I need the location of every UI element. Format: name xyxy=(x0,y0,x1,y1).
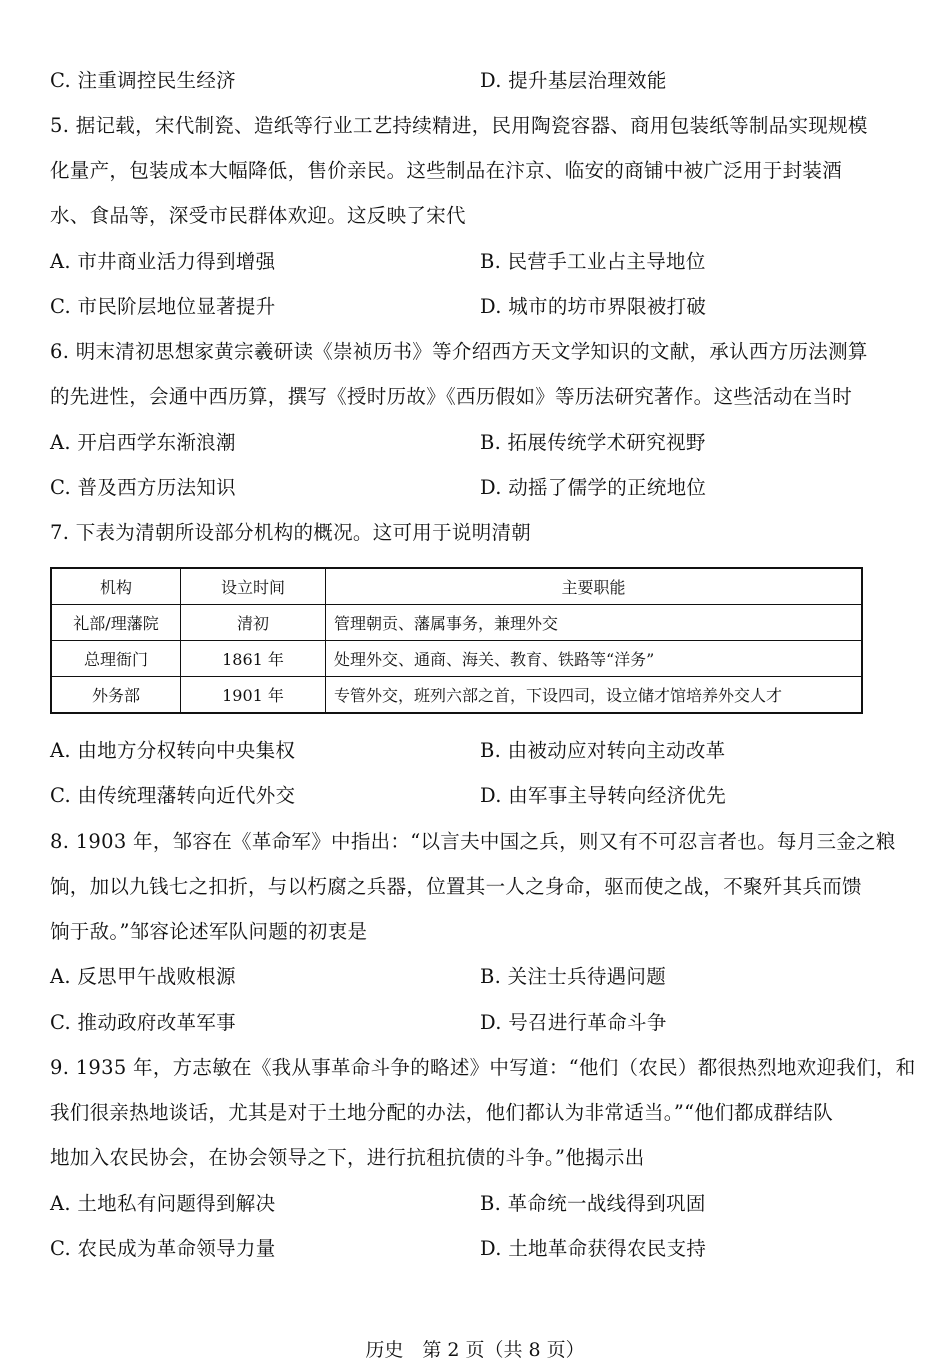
table-header-cell: 机构 xyxy=(51,568,181,605)
q8-stem-line-3: 饷于敌。”邹容论述军队问题的初衷是 xyxy=(50,920,368,943)
q9-option-d: D. 土地革命获得农民支持 xyxy=(480,1237,707,1260)
q9-stem-line-2: 我们很亲热地谈话，尤其是对于土地分配的办法，他们都认为非常适当。”“他们都成群结队 xyxy=(50,1101,833,1124)
q6-option-d: D. 动摇了儒学的正统地位 xyxy=(480,476,707,499)
q6-stem-line-2: 的先进性，会通中西历算，撰写《授时历故》《西历假如》等历法研究著作。这些活动在当时 xyxy=(50,385,853,408)
q5-stem-line-3: 水、食品等，深受市民群体欢迎。这反映了宋代 xyxy=(50,204,466,227)
table-row xyxy=(51,641,862,677)
table-cell: 1861 年 xyxy=(181,641,326,677)
q6-option-b: B. 拓展传统学术研究视野 xyxy=(480,431,706,454)
q5-option-b: B. 民营手工业占主导地位 xyxy=(480,250,706,273)
q9-option-b: B. 革命统一战线得到巩固 xyxy=(480,1192,706,1215)
q7-option-a: A. 由地方分权转向中央集权 xyxy=(50,739,296,762)
q5-stem-line-1: 5. 据记载，宋代制瓷、造纸等行业工艺持续精进，民用陶瓷容器、商用包装纸等制品实现规模 xyxy=(50,114,868,137)
q9-stem-line-3: 地加入农民协会，在协会领导之下，进行抗租抗债的斗争。”他揭示出 xyxy=(50,1146,645,1169)
table-cell: 1901 年 xyxy=(181,677,326,714)
q7-option-b: B. 由被动应对转向主动改革 xyxy=(480,739,726,762)
table-row xyxy=(51,605,862,641)
q8-stem-line-1: 8. 1903 年，邹容在《革命军》中指出：“以言夫中国之兵，则又有不可忍言者也。每月三金之粮 xyxy=(50,830,896,853)
q8-option-c: C. 推动政府改革军事 xyxy=(50,1011,236,1034)
table-header-cell: 主要职能 xyxy=(326,568,863,605)
q8-option-b: B. 关注士兵待遇问题 xyxy=(480,965,667,988)
q7-option-d: D. 由军事主导转向经济优先 xyxy=(480,784,727,807)
table-row xyxy=(51,677,862,714)
table-cell: 总理衙门 xyxy=(51,641,181,677)
q6-stem-line-1: 6. 明末清初思想家黄宗羲研读《崇祯历书》等介绍西方天文学知识的文献，承认西方历法测算 xyxy=(50,340,868,363)
q5-option-c: C. 市民阶层地位显著提升 xyxy=(50,295,276,318)
table-header-row xyxy=(51,568,862,605)
q6-option-a: A. 开启西学东渐浪潮 xyxy=(50,431,236,454)
q8-stem-line-2: 饷，加以九钱七之扣折，与以朽腐之兵器，位置其一人之身命，驱而使之战，不聚歼其兵而馈 xyxy=(50,875,862,898)
q4-option-d: D. 提升基层治理效能 xyxy=(480,69,667,92)
table-cell: 外务部 xyxy=(51,677,181,714)
q9-option-c: C. 农民成为革命领导力量 xyxy=(50,1237,276,1260)
page-footer: 历史 第 2 页（共 8 页） xyxy=(365,1339,585,1361)
table-cell: 处理外交、通商、海关、教育、铁路等“洋务” xyxy=(326,641,863,677)
q4-option-c: C. 注重调控民生经济 xyxy=(50,69,236,92)
q5-option-a: A. 市井商业活力得到增强 xyxy=(50,250,276,273)
table-cell: 管理朝贡、藩属事务，兼理外交 xyxy=(326,605,863,641)
q9-stem-line-1: 9. 1935 年，方志敏在《我从事革命斗争的略述》中写道：“他们（农民）都很热烈地欢迎我们，和 xyxy=(50,1056,916,1079)
q6-option-c: C. 普及西方历法知识 xyxy=(50,476,236,499)
q5-option-d: D. 城市的坊市界限被打破 xyxy=(480,295,707,318)
institution-table xyxy=(50,567,863,714)
q8-option-a: A. 反思甲午战败根源 xyxy=(50,965,236,988)
q7-stem-line-1: 7. 下表为清朝所设部分机构的概况。这可用于说明清朝 xyxy=(50,521,532,544)
table-cell: 清初 xyxy=(181,605,326,641)
q5-stem-line-2: 化量产，包装成本大幅降低，售价亲民。这些制品在汴京、临安的商铺中被广泛用于封装酒 xyxy=(50,159,843,182)
table-cell: 专管外交，班列六部之首，下设四司，设立储才馆培养外交人才 xyxy=(326,677,863,714)
table-cell: 礼部/理藩院 xyxy=(51,605,181,641)
q7-option-c: C. 由传统理藩转向近代外交 xyxy=(50,784,296,807)
q8-option-d: D. 号召进行革命斗争 xyxy=(480,1011,667,1034)
table-header-cell: 设立时间 xyxy=(181,568,326,605)
q9-option-a: A. 土地私有问题得到解决 xyxy=(50,1192,276,1215)
